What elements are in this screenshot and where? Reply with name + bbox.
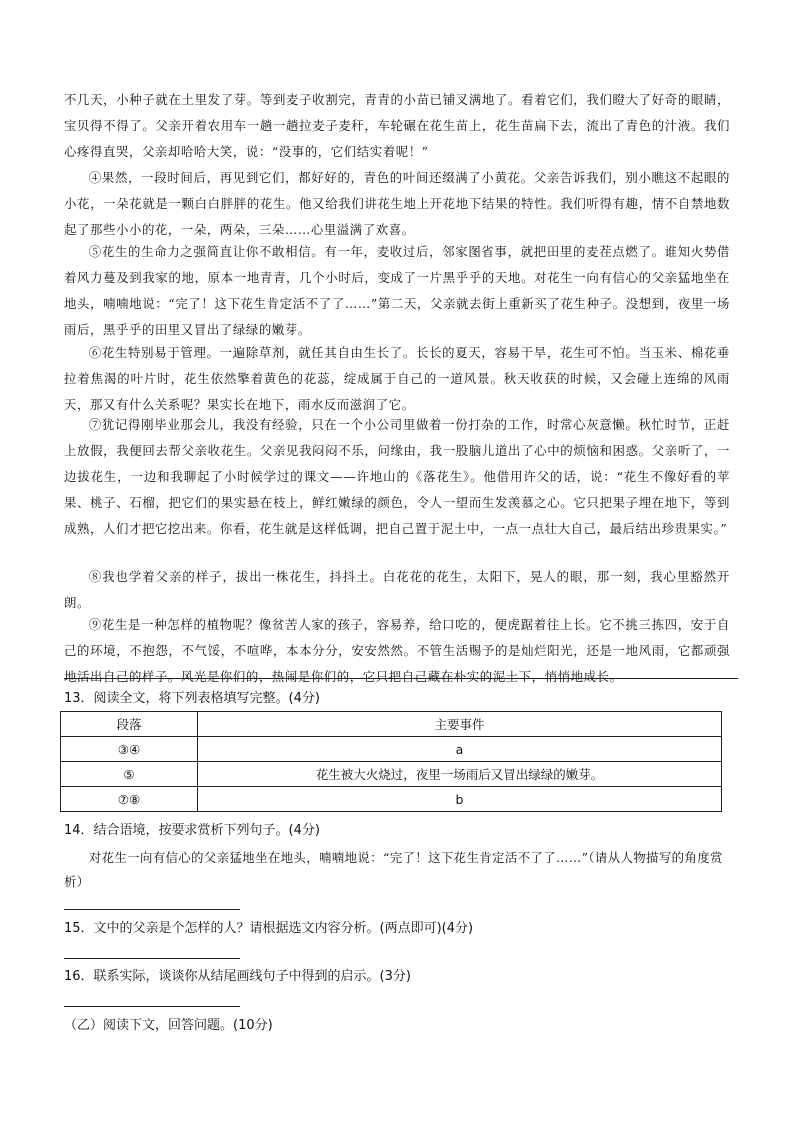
ending-sentence-underline [64, 678, 738, 679]
question-16: 16．联系实际，谈谈你从结尾画线句子中得到的启示。(3分) [64, 969, 411, 984]
table-header-paragraph: 段落 [61, 712, 198, 737]
events-table [60, 711, 722, 812]
passage-paragraph-7: ⑦犹记得刚毕业那会儿，我没有经验，只在一个小公司里做着一份打杂的工作，时常心灰意懒。秋忙时节，正赶上放假，我便回去帮父亲收花生。父亲见我闷闷不乐，问缘由，我一股脑儿道出了心中的烦恼和困惑。父亲听了，一边拔花生，一边和我聊起了小时候学过的课文——许地山的《落花生》。他借用许父的话，说：“花生不像好看的苹果、桃子、石榴，把它们的果实悬在枝上，鲜红嫩绿的颜色，令人一望而生发羡慕之心。它只把果子埋在地下，等到成熟，人们才把它挖出来。你看，花生就是这样低调，把自己置于泥土中，一点一点壮大自己，最后结出珍贵果实。” [64, 417, 730, 536]
table-cell-event-a[interactable]: a [198, 737, 722, 762]
passage-paragraph-5: ⑤花生的生命力之强简直让你不敢相信。有一年，麦收过后，邻家图省事，就把田里的麦茬点燃了。谁知火势借着风力蔓及到我家的地，原本一地青青，几个小时后，变成了一片黑乎乎的天地。对花生一向有信心的父亲猛地坐在地头，喃喃地说：“完了！这下花生肯定活不了了……”第二天，父亲就去街上重新买了花生种子。没想到，夜里一场雨后，黑乎乎的田里又冒出了绿绿的嫩芽。 [64, 244, 730, 337]
answer-line-14[interactable] [64, 909, 240, 910]
answer-line-16[interactable] [64, 1006, 240, 1007]
section-b-heading: （乙）阅读下文，回答问题。(10分) [64, 1018, 273, 1033]
table-cell-paragraph: ⑤ [61, 762, 198, 787]
table-row [61, 762, 722, 787]
table-row [61, 787, 722, 812]
table-header-event: 主要事件 [198, 712, 722, 737]
table-cell-event: 花生被大火烧过，夜里一场雨后又冒出绿绿的嫩芽。 [198, 762, 722, 787]
table-header-row [61, 712, 722, 737]
answer-line-15[interactable] [64, 958, 240, 959]
passage-paragraph-3: 不几天，小种子就在土里发了芽。等到麦子收割完，青青的小苗已铺叉满地了。看着它们，我们瞪大了好奇的眼睛，宝贝得不得了。父亲开着农用车一趟一趟拉麦子麦秆，车轮碾在花生苗上，花生苗扁下去，流出了青色的汁液。我们心疼得直哭，父亲却哈哈大笑，说：“没事的，它们结实着呢！” [64, 92, 730, 159]
table-cell-paragraph: ⑦⑧ [61, 787, 198, 812]
passage-paragraph-8: ⑧我也学着父亲的样子，拔出一株花生，抖抖土。白花花的花生，太阳下，晃人的眼，那一刻，我心里豁然开朗。 [64, 569, 730, 610]
table-cell-paragraph: ③④ [61, 737, 198, 762]
table-cell-event-b[interactable]: b [198, 787, 722, 812]
passage-paragraph-4: ④果然，一段时间后，再见到它们，都好好的，青色的叶间还缀满了小黄花。父亲告诉我们，别小瞧这不起眼的小花，一朵花就是一颗白白胖胖的花生。他又给我们讲花生地上开花地下结果的特性。我们听得有趣，情不自禁地数起了那些小小的花，一朵，两朵，三朵……心里溢满了欢喜。 [64, 170, 730, 237]
passage-paragraph-9: ⑨花生是一种怎样的植物呢？像贫苦人家的孩子，容易养，给口吃的，便虎踞着往上长。它不挑三拣四，安于自己的环境，不抱怨，不气馁，不喧哗，本本分分，安安然然。不管生活赐予的是灿烂阳光，还是一地风雨，它都顽强地活出自己的样子。风光是你们的，热闹是你们的，它只把自己藏在朴实的泥土下，悄悄地成长。 [64, 617, 730, 684]
passage-paragraph-6: ⑥花生特别易于管理。一遍除草剂，就任其自由生长了。长长的夏天，容易干旱，花生可不怕。当玉米、棉花垂拉着焦渴的叶片时，花生依然擎着黄色的花蕊，绽成属于自己的一道风景。秋天收获的时候，又会碰上连绵的风雨天，那又有什么关系呢？果实长在地下，雨水反而滋润了它。 [64, 345, 730, 412]
question-14: 14．结合语境，按要求赏析下列句子。(4分) [64, 823, 320, 838]
table-row [61, 737, 722, 762]
question-13: 13．阅读全文，将下列表格填写完整。(4分) [64, 691, 320, 706]
question-14-sentence: 对花生一向有信心的父亲猛地坐在地头，喃喃地说：“完了！这下花生肯定活不了了……”（请从人物描写的角度赏析） [64, 850, 723, 889]
question-15: 15．文中的父亲是个怎样的人？请根据选文内容分析。(两点即可)(4分) [64, 921, 474, 936]
